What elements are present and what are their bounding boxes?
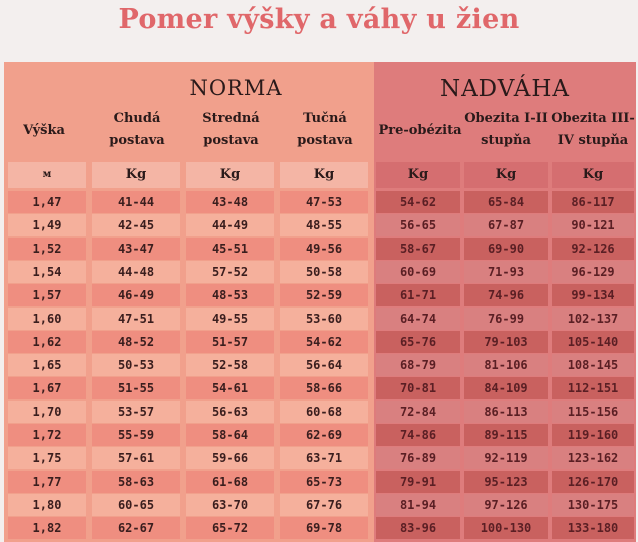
unit-stredna: Kg: [186, 162, 274, 188]
header-tucna-line1: Tučná: [303, 111, 347, 126]
cell-pre-obezita: 79-91: [376, 471, 460, 493]
cell-obezita-1-2: 95-123: [464, 471, 548, 493]
cell-tucna: 50-58: [280, 261, 368, 283]
header-ob12-line1: Obezita I-II: [464, 111, 548, 126]
cell-obezita-3-4: 126-170: [552, 471, 634, 493]
cell-obezita-1-2: 74-96: [464, 284, 548, 306]
header-ob34-line2: IV stupňa: [557, 133, 629, 148]
cell-vyska: 1,47: [8, 191, 86, 213]
cell-stredna: 48-53: [186, 284, 274, 306]
cell-stredna: 56-63: [186, 401, 274, 423]
cell-chuda: 60-65: [92, 494, 180, 516]
cell-obezita-3-4: 133-180: [552, 517, 634, 539]
cell-stredna: 45-51: [186, 238, 274, 260]
cell-obezita-3-4: 130-175: [552, 494, 634, 516]
cell-obezita-1-2: 71-93: [464, 261, 548, 283]
cell-tucna: 69-78: [280, 517, 368, 539]
cell-chuda: 47-51: [92, 308, 180, 330]
cell-tucna: 56-64: [280, 354, 368, 376]
cell-chuda: 46-49: [92, 284, 180, 306]
table-row: [4, 517, 636, 539]
table-row: [4, 377, 636, 399]
cell-tucna: 62-69: [280, 424, 368, 446]
table-row: [4, 424, 636, 446]
cell-tucna: 47-53: [280, 191, 368, 213]
cell-obezita-1-2: 89-115: [464, 424, 548, 446]
header-tucna: [280, 108, 370, 152]
cell-chuda: 62-67: [92, 517, 180, 539]
cell-obezita-1-2: 79-103: [464, 331, 548, 353]
cell-vyska: 1,67: [8, 377, 86, 399]
cell-chuda: 44-48: [92, 261, 180, 283]
cell-vyska: 1,77: [8, 471, 86, 493]
header-stredna: [186, 108, 276, 152]
unit-ob34: Kg: [552, 162, 634, 188]
cell-obezita-3-4: 108-145: [552, 354, 634, 376]
cell-pre-obezita: 83-96: [376, 517, 460, 539]
header-obezita-3-4: [550, 108, 636, 152]
header-pre-obezita: Pre-obézita: [378, 123, 462, 138]
cell-tucna: 65-73: [280, 471, 368, 493]
table-row: [4, 494, 636, 516]
cell-chuda: 50-53: [92, 354, 180, 376]
cell-tucna: 58-66: [280, 377, 368, 399]
cell-pre-obezita: 74-86: [376, 424, 460, 446]
cell-stredna: 43-48: [186, 191, 274, 213]
cell-tucna: 53-60: [280, 308, 368, 330]
cell-pre-obezita: 54-62: [376, 191, 460, 213]
group-nadvaha-label: NADVÁHA: [439, 76, 571, 102]
unit-pre: Kg: [376, 162, 460, 188]
cell-stredna: 58-64: [186, 424, 274, 446]
cell-stredna: 51-57: [186, 331, 274, 353]
group-norma-label: NORMA: [189, 76, 283, 100]
cell-vyska: 1,62: [8, 331, 86, 353]
cell-pre-obezita: 61-71: [376, 284, 460, 306]
table-row: [4, 354, 636, 376]
cell-chuda: 41-44: [92, 191, 180, 213]
cell-stredna: 57-52: [186, 261, 274, 283]
cell-obezita-1-2: 76-99: [464, 308, 548, 330]
cell-pre-obezita: 64-74: [376, 308, 460, 330]
cell-stredna: 63-70: [186, 494, 274, 516]
cell-obezita-1-2: 97-126: [464, 494, 548, 516]
header-vyska: Výška: [23, 123, 65, 138]
cell-pre-obezita: 72-84: [376, 401, 460, 423]
cell-stredna: 44-49: [186, 214, 274, 236]
cell-stredna: 49-55: [186, 308, 274, 330]
cell-obezita-3-4: 115-156: [552, 401, 634, 423]
table-row: [4, 191, 636, 213]
unit-vyska: м: [8, 162, 86, 188]
page-title: Pomer výšky a váhy u žien: [118, 4, 520, 35]
cell-tucna: 63-71: [280, 447, 368, 469]
cell-vyska: 1,80: [8, 494, 86, 516]
cell-obezita-1-2: 100-130: [464, 517, 548, 539]
cell-obezita-3-4: 105-140: [552, 331, 634, 353]
unit-ob12: Kg: [464, 162, 548, 188]
header-ob34-line1: Obezita III-: [551, 111, 635, 126]
header-ob12-line2: stupňa: [481, 133, 531, 148]
cell-obezita-3-4: 99-134: [552, 284, 634, 306]
cell-obezita-1-2: 65-84: [464, 191, 548, 213]
cell-tucna: 67-76: [280, 494, 368, 516]
cell-chuda: 55-59: [92, 424, 180, 446]
cell-pre-obezita: 65-76: [376, 331, 460, 353]
cell-stredna: 59-66: [186, 447, 274, 469]
cell-chuda: 43-47: [92, 238, 180, 260]
cell-vyska: 1,82: [8, 517, 86, 539]
cell-pre-obezita: 60-69: [376, 261, 460, 283]
cell-vyska: 1,72: [8, 424, 86, 446]
weight-height-table: [4, 62, 636, 542]
cell-chuda: 48-52: [92, 331, 180, 353]
header-chuda-line2: postava: [109, 133, 165, 148]
table-row: [4, 447, 636, 469]
cell-pre-obezita: 68-79: [376, 354, 460, 376]
unit-chuda: Kg: [92, 162, 180, 188]
cell-pre-obezita: 58-67: [376, 238, 460, 260]
cell-vyska: 1,70: [8, 401, 86, 423]
cell-obezita-1-2: 81-106: [464, 354, 548, 376]
header-stredna-line2: postava: [203, 133, 259, 148]
cell-obezita-3-4: 102-137: [552, 308, 634, 330]
table-row: [4, 401, 636, 423]
cell-vyska: 1,49: [8, 214, 86, 236]
cell-obezita-1-2: 67-87: [464, 214, 548, 236]
cell-pre-obezita: 81-94: [376, 494, 460, 516]
table-row: [4, 214, 636, 236]
header-chuda-line1: Chudá: [113, 111, 161, 126]
table-row: [4, 238, 636, 260]
cell-chuda: 53-57: [92, 401, 180, 423]
cell-chuda: 51-55: [92, 377, 180, 399]
table-row: [4, 331, 636, 353]
cell-obezita-1-2: 84-109: [464, 377, 548, 399]
table-row: [4, 261, 636, 283]
cell-stredna: 65-72: [186, 517, 274, 539]
table-row: [4, 308, 636, 330]
cell-vyska: 1,60: [8, 308, 86, 330]
cell-obezita-1-2: 86-113: [464, 401, 548, 423]
cell-obezita-1-2: 92-119: [464, 447, 548, 469]
cell-tucna: 52-59: [280, 284, 368, 306]
cell-pre-obezita: 76-89: [376, 447, 460, 469]
cell-chuda: 58-63: [92, 471, 180, 493]
cell-obezita-3-4: 123-162: [552, 447, 634, 469]
cell-obezita-3-4: 119-160: [552, 424, 634, 446]
cell-obezita-3-4: 96-129: [552, 261, 634, 283]
cell-obezita-3-4: 92-126: [552, 238, 634, 260]
cell-obezita-3-4: 90-121: [552, 214, 634, 236]
cell-tucna: 49-56: [280, 238, 368, 260]
cell-tucna: 54-62: [280, 331, 368, 353]
cell-vyska: 1,75: [8, 447, 86, 469]
header-chuda: [92, 108, 182, 152]
header-stredna-line1: Stredná: [202, 111, 260, 126]
cell-stredna: 52-58: [186, 354, 274, 376]
cell-vyska: 1,65: [8, 354, 86, 376]
cell-stredna: 61-68: [186, 471, 274, 493]
cell-pre-obezita: 70-81: [376, 377, 460, 399]
header-tucna-line2: postava: [297, 133, 353, 148]
cell-chuda: 57-61: [92, 447, 180, 469]
cell-obezita-3-4: 86-117: [552, 191, 634, 213]
cell-vyska: 1,57: [8, 284, 86, 306]
cell-tucna: 60-68: [280, 401, 368, 423]
cell-pre-obezita: 56-65: [376, 214, 460, 236]
unit-tucna: Kg: [280, 162, 368, 188]
cell-obezita-3-4: 112-151: [552, 377, 634, 399]
table-row: [4, 471, 636, 493]
cell-chuda: 42-45: [92, 214, 180, 236]
table-row: [4, 284, 636, 306]
cell-vyska: 1,54: [8, 261, 86, 283]
header-obezita-1-2: [462, 108, 550, 152]
cell-stredna: 54-61: [186, 377, 274, 399]
cell-tucna: 48-55: [280, 214, 368, 236]
cell-vyska: 1,52: [8, 238, 86, 260]
cell-obezita-1-2: 69-90: [464, 238, 548, 260]
unit-row: [4, 162, 636, 190]
